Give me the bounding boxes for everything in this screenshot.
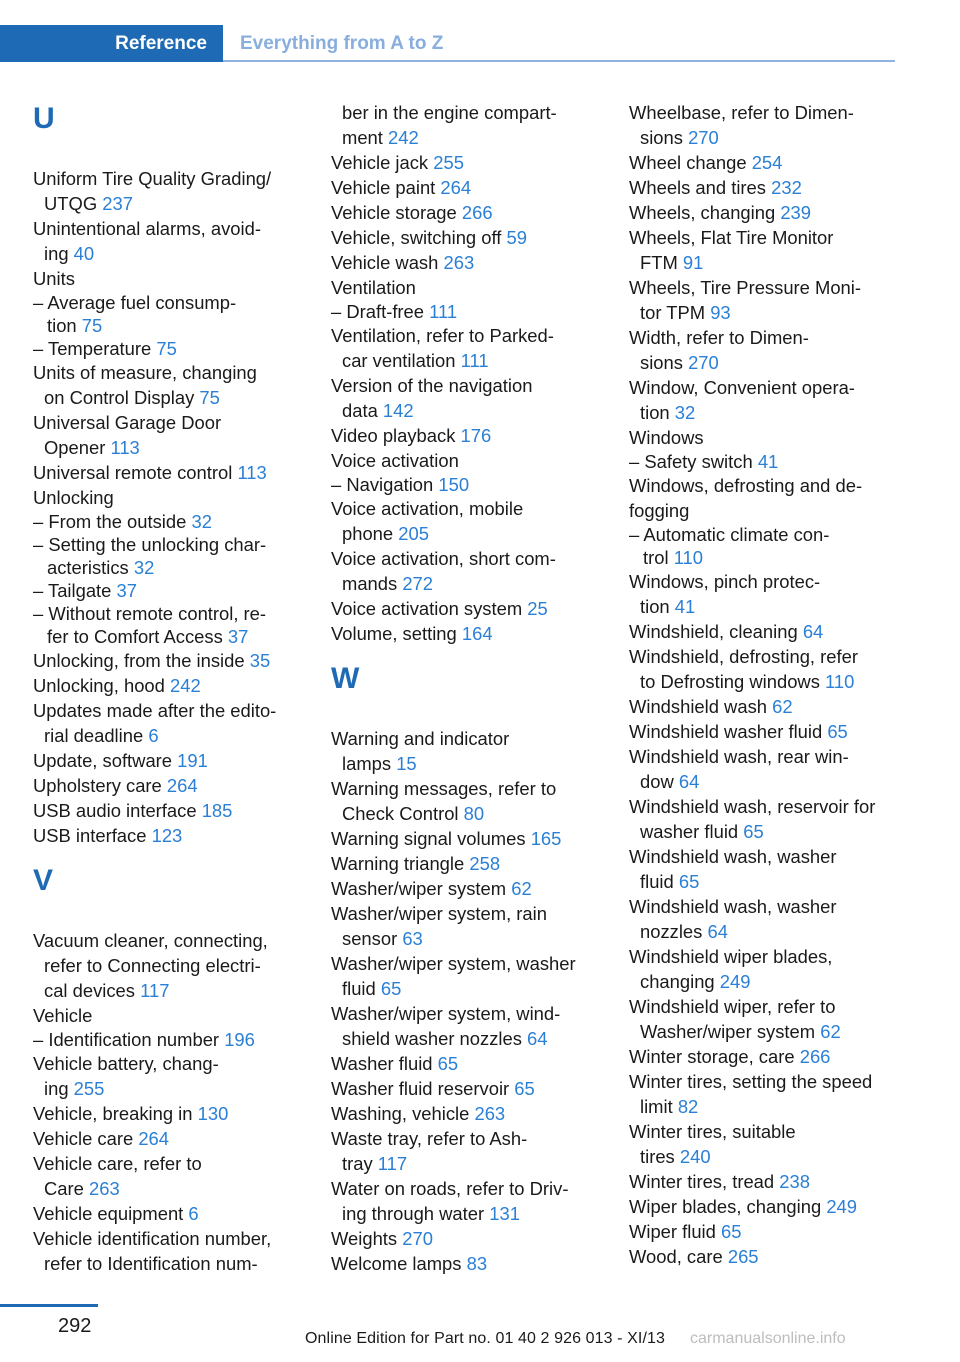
- page-link[interactable]: 266: [461, 202, 493, 223]
- index-entry: [629, 275, 897, 325]
- page-link[interactable]: 237: [102, 193, 133, 214]
- index-entry: [629, 994, 897, 1044]
- index-entry: [629, 375, 897, 425]
- page-link[interactable]: 65: [827, 721, 848, 742]
- entry-term: Volume, setting: [331, 623, 457, 644]
- index-entry: [331, 373, 601, 423]
- page-link[interactable]: 65: [514, 1078, 535, 1099]
- entry-term: Vehicle paint: [331, 177, 436, 198]
- entry-term: – Tailgate: [33, 580, 112, 601]
- index-subentry: [33, 533, 303, 579]
- page-link[interactable]: 63: [402, 928, 423, 949]
- page-link[interactable]: 239: [780, 202, 812, 223]
- index-entry: [629, 100, 897, 150]
- entry-term: Wheelbase, refer to Dimen‐ sions: [629, 102, 854, 148]
- page-link[interactable]: 32: [133, 557, 155, 578]
- index-entry: [331, 1176, 601, 1226]
- index-entry: [33, 216, 303, 266]
- entry-term: Wheels and tires: [629, 177, 766, 198]
- index-entry: [331, 951, 601, 1001]
- index-entry: [331, 150, 601, 175]
- page-link[interactable]: 264: [440, 177, 472, 198]
- page-link[interactable]: 93: [710, 302, 731, 323]
- page-link[interactable]: 64: [802, 621, 824, 642]
- page-link[interactable]: 83: [466, 1253, 488, 1274]
- entry-term: – Identification number: [33, 1029, 220, 1050]
- index-entry: [33, 698, 303, 748]
- entry-term: Windshield wash, washer nozzles: [629, 896, 837, 942]
- page-link[interactable]: 75: [156, 338, 177, 359]
- index-entry: [331, 1226, 601, 1251]
- entry-term: ber in the engine compart‐ ment: [342, 102, 557, 148]
- page-link[interactable]: 232: [771, 177, 802, 198]
- page-link[interactable]: 270: [402, 1228, 433, 1249]
- entry-term: fogging: [629, 500, 690, 521]
- entry-term: USB interface: [33, 825, 147, 846]
- page-link[interactable]: 75: [199, 387, 220, 408]
- entry-term: – Without remote control, re‐ fer to Comfort Access: [33, 603, 267, 647]
- page-link[interactable]: 6: [188, 1203, 199, 1224]
- entry-term: Upholstery care: [33, 775, 162, 796]
- entry-term: Wheels, Flat Tire Monitor FTM: [629, 227, 834, 273]
- page-link[interactable]: 82: [677, 1096, 699, 1117]
- page-link[interactable]: 263: [443, 252, 475, 273]
- entry-term: Windshield wash, reservoir for washer fluid: [629, 796, 876, 842]
- page-link[interactable]: 196: [224, 1029, 255, 1050]
- index-entry: [629, 794, 897, 844]
- page-link[interactable]: 65: [380, 978, 402, 999]
- entry-term: Vehicle: [33, 1005, 93, 1026]
- entry-term: Windshield washer fluid: [629, 721, 823, 742]
- index-entry: [629, 150, 897, 175]
- entry-term: Window, Convenient opera‐ tion: [629, 377, 855, 423]
- entry-term: Warning and indicator lamps: [331, 728, 510, 774]
- index-entry: [33, 798, 303, 823]
- index-subentry: [33, 1028, 303, 1051]
- index-entry: [629, 1119, 897, 1169]
- page-link[interactable]: 240: [679, 1146, 711, 1167]
- page-link[interactable]: 191: [177, 750, 208, 771]
- index-entry: [33, 773, 303, 798]
- page-link[interactable]: 264: [138, 1128, 169, 1149]
- page-link[interactable]: 150: [438, 474, 470, 495]
- index-subentry: [629, 523, 897, 569]
- subsection-title[interactable]: Everything from A to Z: [240, 32, 444, 54]
- page-link[interactable]: 40: [73, 243, 95, 264]
- entry-term: – Safety switch: [629, 451, 753, 472]
- index-entry: [629, 1044, 897, 1069]
- entry-term: Welcome lamps: [331, 1253, 462, 1274]
- index-subentry: [33, 291, 303, 337]
- page-link[interactable]: 185: [201, 800, 233, 821]
- page-link[interactable]: 65: [437, 1053, 459, 1074]
- page-link[interactable]: 41: [674, 596, 696, 617]
- entry-term: – Automatic climate con‐ trol: [629, 524, 830, 568]
- index-entry: [331, 621, 601, 646]
- entry-term: Washer/wiper system, rain sensor: [331, 903, 547, 949]
- index-entry: [331, 1101, 601, 1126]
- page-link[interactable]: 15: [396, 753, 417, 774]
- page-link[interactable]: 64: [707, 921, 728, 942]
- entry-term: – Temperature: [33, 338, 152, 359]
- page-link[interactable]: 130: [197, 1103, 229, 1124]
- index-entry: [629, 1194, 897, 1219]
- index-entry: [33, 360, 303, 410]
- index-entry: [33, 1101, 303, 1126]
- index-entry: [629, 1219, 897, 1244]
- section-letter: U: [33, 102, 55, 135]
- index-entry: [33, 166, 303, 216]
- page-link[interactable]: 41: [757, 451, 779, 472]
- entry-term: Winter storage, care: [629, 1046, 795, 1067]
- page-link[interactable]: 35: [249, 650, 271, 671]
- entry-term: Wiper fluid: [629, 1221, 716, 1242]
- index-entry: [331, 876, 601, 901]
- index-entry: [33, 410, 303, 460]
- index-entry: [33, 460, 303, 485]
- page-link[interactable]: 111: [429, 301, 458, 322]
- page-link[interactable]: 265: [727, 1246, 759, 1267]
- page-link[interactable]: 113: [110, 437, 140, 458]
- entry-term: Uniform Tire Quality Grading/ UTQG: [33, 168, 272, 214]
- index-entry: [629, 744, 897, 794]
- entry-term: Voice activation system: [331, 598, 523, 619]
- index-entry: [33, 928, 303, 1003]
- page-link[interactable]: 59: [506, 227, 527, 248]
- index-entry: [331, 275, 601, 300]
- entry-term: Vacuum cleaner, connecting, refer to Connecting electri‐ cal devices: [33, 930, 268, 1001]
- entry-term: Washer fluid: [331, 1053, 433, 1074]
- page-link[interactable]: 32: [191, 511, 212, 532]
- entry-term: Update, software: [33, 750, 173, 771]
- page-link[interactable]: 164: [461, 623, 493, 644]
- entry-term: Vehicle wash: [331, 252, 439, 273]
- page-link[interactable]: 264: [166, 775, 198, 796]
- entry-term: Vehicle equipment: [33, 1203, 184, 1224]
- entry-term: Version of the navigation data: [331, 375, 533, 421]
- entry-term: Winter tires, suitable tires: [629, 1121, 796, 1167]
- index-entry: [629, 175, 897, 200]
- entry-term: Video playback: [331, 425, 456, 446]
- page-link[interactable]: 249: [826, 1196, 858, 1217]
- section-letter: V: [33, 864, 54, 897]
- index-entry: [629, 200, 897, 225]
- entry-term: – Setting the unlocking char‐ acteristics: [33, 534, 267, 578]
- page-link[interactable]: 165: [530, 828, 562, 849]
- entry-term: Vehicle jack: [331, 152, 429, 173]
- index-entry: [629, 844, 897, 894]
- page-link[interactable]: 266: [799, 1046, 831, 1067]
- index-entry: [331, 496, 601, 546]
- index-entry: [629, 498, 897, 523]
- index-subentry: [331, 300, 601, 323]
- entry-term: Weights: [331, 1228, 398, 1249]
- page-link[interactable]: 242: [388, 127, 419, 148]
- page-link[interactable]: 113: [237, 462, 267, 483]
- page-link[interactable]: 62: [820, 1021, 841, 1042]
- index-entry: [629, 325, 897, 375]
- section-tab[interactable]: Reference: [0, 25, 223, 62]
- entry-term: Winter tires, setting the speed limit: [629, 1071, 873, 1117]
- entry-term: Warning messages, refer to Check Control: [331, 778, 557, 824]
- page-link[interactable]: 80: [463, 803, 485, 824]
- page-link[interactable]: 110: [825, 671, 855, 692]
- index-entry: [331, 448, 601, 473]
- index-entry: [331, 250, 601, 275]
- index-entry: [331, 225, 601, 250]
- entry-term: Windows, defrosting and de‐: [629, 475, 863, 496]
- index-column-2: [331, 100, 601, 1276]
- index-subentry: [33, 337, 303, 360]
- entry-term: Universal remote control: [33, 462, 233, 483]
- index-column-3: [629, 100, 897, 1269]
- page-link[interactable]: 64: [678, 771, 700, 792]
- page-link[interactable]: 110: [673, 547, 704, 568]
- index-entry: [331, 423, 601, 448]
- index-entry: [331, 546, 601, 596]
- page-link[interactable]: 37: [227, 626, 249, 647]
- entry-term: Vehicle, switching off: [331, 227, 502, 248]
- index-entry: [33, 1226, 303, 1276]
- page-link[interactable]: 65: [678, 871, 700, 892]
- page-link[interactable]: 238: [779, 1171, 810, 1192]
- entry-term: – Navigation: [331, 474, 434, 495]
- page-link[interactable]: 123: [151, 825, 183, 846]
- entry-term: Vehicle identification number, refer to Identification num‐: [33, 1228, 272, 1274]
- entry-term: Warning signal volumes: [331, 828, 526, 849]
- index-entry: [331, 851, 601, 876]
- entry-term: Ventilation, refer to Parked- car ventilation: [331, 325, 554, 371]
- index-entry: [33, 673, 303, 698]
- entry-term: Winter tires, tread: [629, 1171, 775, 1192]
- index-entry: [629, 894, 897, 944]
- page-link[interactable]: 62: [772, 696, 793, 717]
- entry-term: Windshield, cleaning: [629, 621, 798, 642]
- entry-term: Vehicle battery, chang‐ ing: [33, 1053, 219, 1099]
- entry-term: Width, refer to Dimen‐ sions: [629, 327, 809, 373]
- page-link[interactable]: 6: [148, 725, 159, 746]
- index-column-1: [33, 100, 303, 1276]
- footer-rule: [0, 1304, 98, 1307]
- entry-term: Vehicle, breaking in: [33, 1103, 193, 1124]
- index-entry: [629, 644, 897, 694]
- page-link[interactable]: 32: [674, 402, 696, 423]
- page-link[interactable]: 242: [170, 675, 201, 696]
- entry-term: Washer/wiper system: [331, 878, 507, 899]
- index-entry: [33, 485, 303, 510]
- edition-note: Online Edition for Part no. 01 40 2 926 013 - XI/13: [305, 1330, 665, 1347]
- index-entry: [331, 1251, 601, 1276]
- page-link[interactable]: 263: [474, 1103, 506, 1124]
- entry-term: Water on roads, refer to Driv‐ ing through water: [331, 1178, 569, 1224]
- section-gap: [331, 646, 601, 660]
- page-link[interactable]: 249: [719, 971, 751, 992]
- index-entry: [629, 1069, 897, 1119]
- index-entry: [33, 1151, 303, 1201]
- page-link[interactable]: 91: [682, 252, 704, 273]
- page-number: 292: [58, 1315, 92, 1337]
- index-entry: [33, 1051, 303, 1101]
- entry-term: Unintentional alarms, avoid‐ ing: [33, 218, 261, 264]
- index-subentry: [33, 510, 303, 533]
- page-link[interactable]: 142: [382, 400, 414, 421]
- index-entry: [629, 225, 897, 275]
- entry-term: Wheels, changing: [629, 202, 776, 223]
- entry-term: Wheels, Tire Pressure Moni‐ tor TPM: [629, 277, 861, 323]
- index-entry: [629, 719, 897, 744]
- index-entry: [629, 425, 897, 450]
- index-entry: [331, 1076, 601, 1101]
- page-header: [0, 25, 895, 62]
- index-entry: [33, 1201, 303, 1226]
- index-entry: [331, 1126, 601, 1176]
- entry-term: Unlocking: [33, 487, 114, 508]
- entry-term: Windshield wiper, refer to Washer/wiper system: [629, 996, 836, 1042]
- entry-term: Wheel change: [629, 152, 747, 173]
- index-entry: [331, 1051, 601, 1076]
- entry-term: Wiper blades, changing: [629, 1196, 822, 1217]
- page-link[interactable]: 258: [469, 853, 501, 874]
- section-gap: [33, 848, 303, 862]
- index-entry: [629, 694, 897, 719]
- entry-term: Warning triangle: [331, 853, 465, 874]
- entry-term: Unlocking, hood: [33, 675, 165, 696]
- index-entry: [629, 1169, 897, 1194]
- entry-term: Unlocking, from the inside: [33, 650, 245, 671]
- section-letter: W: [331, 662, 360, 695]
- index-entry: [331, 826, 601, 851]
- header-rule: [223, 60, 895, 62]
- entry-term: Washer fluid reservoir: [331, 1078, 510, 1099]
- page-link[interactable]: 270: [688, 352, 719, 373]
- page-link[interactable]: 255: [73, 1078, 105, 1099]
- entry-term: Windshield wiper blades, changing: [629, 946, 833, 992]
- entry-term: Windshield wash, washer fluid: [629, 846, 837, 892]
- page-link[interactable]: 131: [489, 1203, 520, 1224]
- page-link[interactable]: 111: [460, 350, 489, 371]
- page-link[interactable]: 176: [460, 425, 492, 446]
- index-entry: [331, 200, 601, 225]
- entry-term: USB audio interface: [33, 800, 197, 821]
- page-link[interactable]: 117: [140, 980, 170, 1001]
- page-link[interactable]: 75: [81, 315, 103, 336]
- entry-term: – Average fuel consump‐ tion: [33, 292, 237, 336]
- page-link[interactable]: 25: [527, 598, 548, 619]
- index-entry: [33, 648, 303, 673]
- entry-term: Windshield, defrosting, refer to Defrosting windows: [629, 646, 858, 692]
- index-subentry: [629, 450, 897, 473]
- page-link[interactable]: 62: [511, 878, 532, 899]
- index-entry: [331, 596, 601, 621]
- page-link[interactable]: 205: [398, 523, 429, 544]
- page-link[interactable]: 64: [527, 1028, 548, 1049]
- index-entry: [629, 619, 897, 644]
- index-entry: [33, 266, 303, 291]
- page-link[interactable]: 255: [433, 152, 464, 173]
- entry-term: Windshield wash: [629, 696, 767, 717]
- page-link[interactable]: 117: [377, 1153, 408, 1174]
- entry-term: – From the outside: [33, 511, 187, 532]
- index-entry: [629, 569, 897, 619]
- page-link[interactable]: 65: [743, 821, 764, 842]
- watermark: carmanualsonline.info: [690, 1330, 846, 1347]
- page-link[interactable]: 272: [402, 573, 434, 594]
- entry-term: Updates made after the edito‐ rial deadline: [33, 700, 277, 746]
- index-subentry: [331, 473, 601, 496]
- index-entry: [331, 100, 601, 150]
- index-entry: [331, 726, 601, 776]
- entry-term: Washer/wiper system, wind‐ shield washer nozzles: [331, 1003, 561, 1049]
- entry-term: Windows: [629, 427, 704, 448]
- entry-term: Vehicle care, refer to Care: [33, 1153, 202, 1199]
- entry-term: Washing, vehicle: [331, 1103, 470, 1124]
- entry-term: Windows, pinch protec‐ tion: [629, 571, 821, 617]
- page-link[interactable]: 270: [688, 127, 719, 148]
- entry-term: Voice activation: [331, 450, 459, 471]
- index-entry: [629, 473, 897, 498]
- index-entry: [331, 323, 601, 373]
- index-entry: [629, 944, 897, 994]
- index-entry: [331, 776, 601, 826]
- index-entry: [331, 1001, 601, 1051]
- index-subentry: [33, 579, 303, 602]
- index-entry: [331, 901, 601, 951]
- entry-term: Ventilation: [331, 277, 416, 298]
- entry-term: Vehicle care: [33, 1128, 134, 1149]
- index-entry: [629, 1244, 897, 1269]
- entry-term: Voice activation, short com‐ mands: [331, 548, 556, 594]
- entry-term: – Draft-free: [331, 301, 425, 322]
- entry-term: Units of measure, changing on Control Display: [33, 362, 257, 408]
- entry-term: Vehicle storage: [331, 202, 457, 223]
- index-entry: [33, 1003, 303, 1028]
- entry-term: Units: [33, 268, 75, 289]
- page-link[interactable]: 254: [751, 152, 783, 173]
- entry-term: Voice activation, mobile phone: [331, 498, 524, 544]
- index-entry: [33, 823, 303, 848]
- entry-term: Universal Garage Door Opener: [33, 412, 222, 458]
- page-link[interactable]: 37: [116, 580, 137, 601]
- index-entry: [33, 748, 303, 773]
- entry-term: Washer/wiper system, washer fluid: [331, 953, 576, 999]
- index-entry: [33, 1126, 303, 1151]
- page-link[interactable]: 65: [721, 1221, 742, 1242]
- index-entry: [331, 175, 601, 200]
- entry-term: Windshield wash, rear win‐ dow: [629, 746, 849, 792]
- entry-term: Waste tray, refer to Ash‐ tray: [331, 1128, 528, 1174]
- entry-term: Wood, care: [629, 1246, 723, 1267]
- page-link[interactable]: 263: [89, 1178, 120, 1199]
- index-subentry: [33, 602, 303, 648]
